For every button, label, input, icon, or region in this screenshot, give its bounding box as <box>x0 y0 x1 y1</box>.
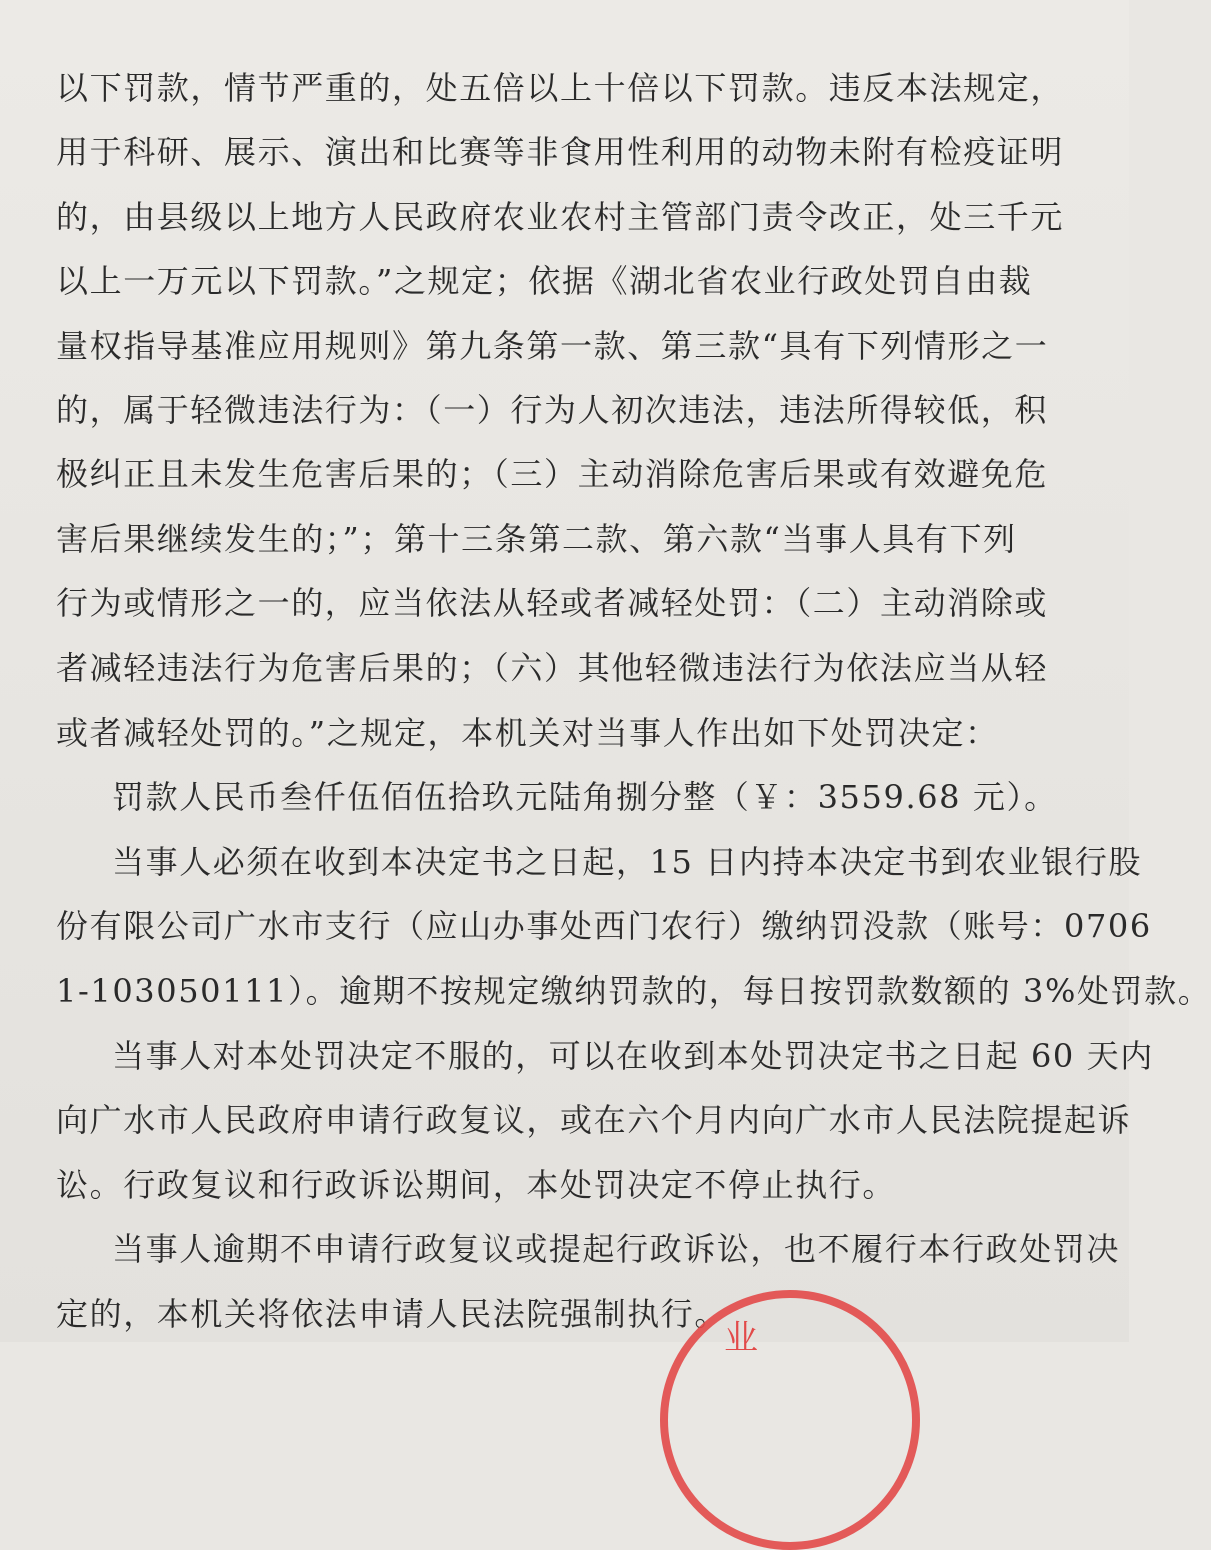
document-line: 向广水市人民政府申请行政复议，或在六个月内向广水市人民法院提起诉 <box>56 1101 1132 1139</box>
document-line: 份有限公司广水市支行（应山办事处西门农行）缴纳罚没款（账号：0706 <box>56 907 1152 945</box>
document-line: 或者减轻处罚的。”之规定，本机关对当事人作出如下处罚决定： <box>56 714 999 752</box>
payment-deadline-line: 当事人必须在收到本决定书之日起，15 日内持本决定书到农业银行股 <box>112 843 1143 881</box>
document-line: 的，由县级以上地方人民政府农业农村主管部门责令改正，处三千元 <box>56 198 1065 236</box>
document-line: 以下罚款，情节严重的，处五倍以上十倍以下罚款。违反本法规定， <box>56 69 1065 107</box>
document-line: 的，属于轻微违法行为：（一）行为人初次违法，违法所得较低，积 <box>56 391 1049 429</box>
document-line: 极纠正且未发生危害后果的；（三）主动消除危害后果或有效避免危 <box>56 455 1049 493</box>
document-line: 行为或情形之一的，应当依法从轻或者减轻处罚：（二）主动消除或 <box>56 584 1049 622</box>
appeal-rights-line: 当事人对本处罚决定不服的，可以在收到本处罚决定书之日起 60 天内 <box>112 1037 1154 1075</box>
official-seal-stamp <box>660 1290 920 1550</box>
document-line: 量权指导基准应用规则》第九条第一款、第三款“具有下列情形之一 <box>56 327 1049 365</box>
document-line: 1-103050111）。逾期不按规定缴纳罚款的，每日按罚款数额的 3%处罚款。 <box>56 972 1211 1010</box>
document-line: 用于科研、展示、演出和比赛等非食用性利用的动物未附有检疫证明 <box>56 133 1065 171</box>
document-line: 以上一万元以下罚款。”之规定；依据《湖北省农业行政处罚自由裁 <box>56 262 1033 300</box>
document-line: 害后果继续发生的；”；第十三条第二款、第六款“当事人具有下列 <box>56 520 1017 558</box>
official-seal-text: 业 <box>724 1318 758 1358</box>
document-line: 讼。行政复议和行政诉讼期间，本处罚决定不停止执行。 <box>56 1166 897 1204</box>
penalty-amount-line: 罚款人民币叁仟伍佰伍拾玖元陆角捌分整（￥：3559.68 元）。 <box>112 778 1058 816</box>
document-line: 者减轻违法行为危害后果的；（六）其他轻微违法行为依法应当从轻 <box>56 649 1049 687</box>
document-line: 定的，本机关将依法申请人民法院强制执行。 <box>56 1295 729 1333</box>
enforcement-line: 当事人逾期不申请行政复议或提起行政诉讼，也不履行本行政处罚决 <box>112 1230 1121 1268</box>
